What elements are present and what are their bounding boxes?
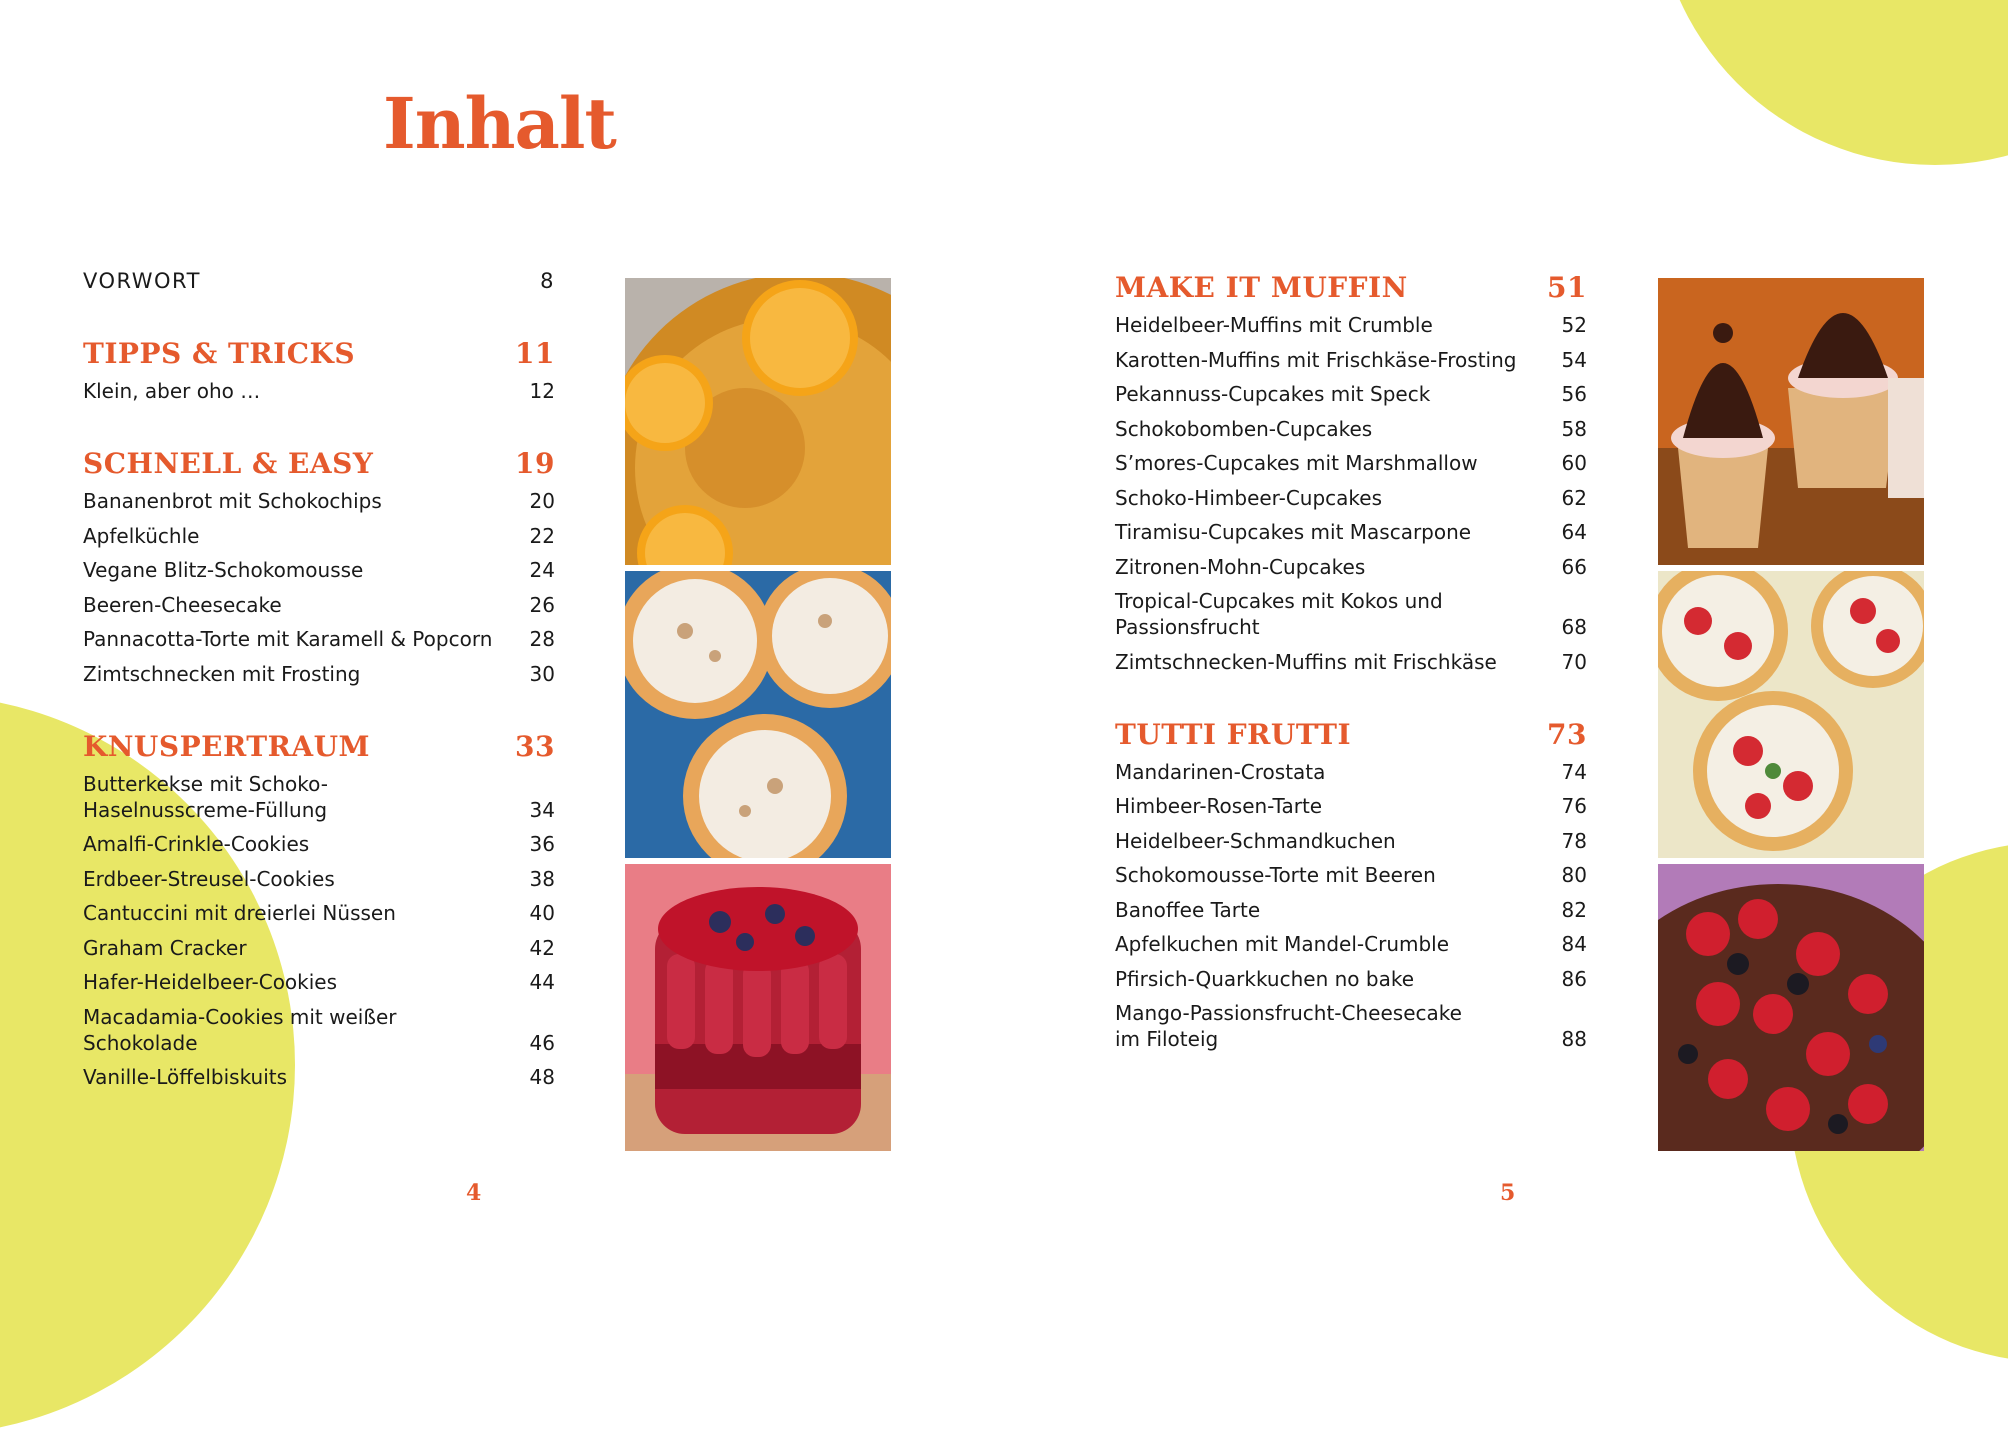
toc-entry-page: 44 bbox=[529, 970, 555, 994]
toc-entry-label: Schoko-Himbeer-Cupcakes bbox=[1115, 485, 1383, 510]
toc-entry-label: Beeren-Cheesecake bbox=[83, 592, 282, 617]
toc-entry-page: 86 bbox=[1561, 966, 1587, 991]
toc-entry[interactable] bbox=[83, 900, 555, 926]
toc-entry-label: Heidelbeer-Schmandkuchen bbox=[1115, 828, 1396, 853]
page-number-left: 4 bbox=[466, 1180, 482, 1206]
toc-entry-label: Graham Cracker bbox=[83, 935, 247, 960]
toc-entry-page: 84 bbox=[1561, 932, 1587, 956]
toc-entry[interactable] bbox=[83, 626, 555, 652]
toc-entry[interactable] bbox=[83, 771, 555, 823]
toc-entry[interactable] bbox=[83, 378, 555, 404]
photo-strawberry-tart bbox=[1658, 864, 1924, 1151]
section-title: MAKE IT MUFFIN bbox=[1115, 271, 1408, 304]
toc-entry-page: 54 bbox=[1561, 347, 1587, 372]
toc-entry[interactable] bbox=[1115, 312, 1587, 338]
toc-entry-page: 8 bbox=[540, 269, 555, 293]
toc-entry-page: 22 bbox=[529, 523, 555, 548]
toc-entry-label: Cantuccini mit dreierlei Nüssen bbox=[83, 901, 396, 925]
toc-entry[interactable] bbox=[1115, 450, 1587, 476]
toc-entry-page: 34 bbox=[529, 797, 555, 822]
toc-entry-page: 80 bbox=[1561, 863, 1587, 887]
toc-entry-label: Apfelkuchen mit Mandel-Crumble bbox=[1115, 932, 1450, 956]
toc-entry-page: 30 bbox=[529, 661, 555, 686]
toc-entry[interactable] bbox=[1115, 862, 1587, 888]
toc-entry-page: 70 bbox=[1561, 649, 1587, 674]
toc-section bbox=[83, 444, 555, 687]
toc-entry[interactable] bbox=[83, 1004, 555, 1056]
toc-entry[interactable] bbox=[1115, 759, 1587, 785]
photo-coconut-cupcakes bbox=[625, 571, 891, 858]
toc-entry-label: Macadamia-Cookies mit weißer Schokolade bbox=[83, 1004, 397, 1055]
toc-entry[interactable] bbox=[1115, 1000, 1587, 1052]
decor-circle-top-right bbox=[1655, 0, 2008, 165]
toc-entry[interactable] bbox=[1115, 793, 1587, 819]
toc-entry-page: 40 bbox=[529, 901, 555, 925]
section-page: 19 bbox=[515, 447, 555, 480]
toc-entry[interactable] bbox=[83, 831, 555, 857]
toc-entry[interactable] bbox=[1115, 519, 1587, 545]
section-title: TUTTI FRUTTI bbox=[1115, 717, 1352, 751]
toc-entry-label: S’mores-Cupcakes mit Marshmallow bbox=[1115, 451, 1478, 475]
toc-entry-page: 48 bbox=[529, 1065, 555, 1089]
toc-entry[interactable] bbox=[1115, 649, 1587, 675]
toc-entry[interactable] bbox=[1115, 966, 1587, 992]
section-heading[interactable] bbox=[83, 444, 555, 484]
toc-entry-label: Pfirsich-Quarkkuchen no bake bbox=[1115, 966, 1415, 991]
section-page: 11 bbox=[515, 337, 555, 370]
toc-entry-page: 62 bbox=[1561, 485, 1587, 510]
toc-entry-label: Banoffee Tarte bbox=[1115, 897, 1261, 922]
section-heading[interactable] bbox=[83, 334, 555, 374]
toc-section bbox=[1115, 268, 1587, 675]
section-title: KNUSPERTRAUM bbox=[83, 729, 370, 763]
section-page: 73 bbox=[1547, 717, 1587, 751]
toc-entry[interactable] bbox=[83, 592, 555, 618]
toc-entry[interactable] bbox=[83, 488, 555, 514]
section-heading[interactable] bbox=[1115, 268, 1587, 308]
toc-entry-label: Karotten-Muffins mit Frischkäse-Frosting bbox=[1115, 347, 1517, 372]
toc-entry[interactable] bbox=[1115, 485, 1587, 511]
photo-chocolate-cupcakes bbox=[1658, 278, 1924, 565]
section-heading[interactable] bbox=[83, 727, 555, 767]
toc-left-column bbox=[83, 268, 555, 1099]
toc-entry[interactable] bbox=[1115, 347, 1587, 373]
toc-entry-label: Mandarinen-Crostata bbox=[1115, 759, 1326, 784]
toc-entry-page: 26 bbox=[529, 592, 555, 617]
toc-entry-label: Himbeer-Rosen-Tarte bbox=[1115, 794, 1323, 818]
toc-entry-page: 28 bbox=[529, 627, 555, 651]
toc-entry-page: 58 bbox=[1561, 416, 1587, 441]
toc-entry-page: 42 bbox=[529, 935, 555, 960]
toc-entry-label: Pekannuss-Cupcakes mit Speck bbox=[1115, 382, 1431, 406]
toc-entry-page: 76 bbox=[1561, 794, 1587, 818]
toc-section bbox=[83, 727, 555, 1091]
toc-entry-label: Hafer-Heidelbeer-Cookies bbox=[83, 970, 338, 994]
toc-entry-label: Vanille-Löffelbiskuits bbox=[83, 1065, 288, 1089]
toc-entry-label: Pannacotta-Torte mit Karamell & Popcorn bbox=[83, 627, 493, 651]
toc-entry-page: 88 bbox=[1561, 1027, 1587, 1051]
toc-entry[interactable] bbox=[1115, 828, 1587, 854]
toc-entry-label: VORWORT bbox=[83, 269, 201, 293]
toc-entry-label: Heidelbeer-Muffins mit Crumble bbox=[1115, 313, 1433, 337]
toc-entry[interactable] bbox=[83, 523, 555, 549]
toc-entry-label: Vegane Blitz-Schokomousse bbox=[83, 558, 364, 582]
page-number-right: 5 bbox=[1500, 1180, 1516, 1206]
toc-entry[interactable] bbox=[1115, 416, 1587, 442]
toc-entry-page: 12 bbox=[529, 379, 555, 403]
toc-entry-page: 56 bbox=[1561, 382, 1587, 406]
section-page: 51 bbox=[1547, 271, 1587, 304]
toc-entry-label: Klein, aber oho … bbox=[83, 379, 261, 403]
toc-right-column bbox=[1115, 268, 1587, 1061]
toc-entry-page: 24 bbox=[529, 558, 555, 582]
toc-section bbox=[83, 334, 555, 404]
section-title: SCHNELL & EASY bbox=[83, 447, 374, 480]
toc-entry-label: Tropical-Cupcakes mit Kokos und Passionsfrucht bbox=[1115, 589, 1443, 639]
section-title: TIPPS & TRICKS bbox=[83, 337, 356, 370]
section-page: 33 bbox=[515, 729, 555, 763]
toc-entry-preface[interactable] bbox=[83, 268, 555, 294]
toc-entry-label: Schokomousse-Torte mit Beeren bbox=[1115, 863, 1436, 887]
photo-strawberry-tartlets bbox=[1658, 571, 1924, 858]
toc-entry[interactable] bbox=[83, 935, 555, 961]
toc-entry-label: Zimtschnecken-Muffins mit Frischkäse bbox=[1115, 649, 1497, 674]
toc-entry-page: 64 bbox=[1561, 520, 1587, 544]
toc-entry-label: Butterkekse mit Schoko- Haselnusscreme-Füllung bbox=[83, 771, 328, 822]
toc-entry[interactable] bbox=[1115, 897, 1587, 923]
toc-entry[interactable] bbox=[83, 661, 555, 687]
toc-entry-label: Erdbeer-Streusel-Cookies bbox=[83, 866, 335, 891]
section-heading[interactable] bbox=[1115, 715, 1587, 755]
toc-entry-page: 78 bbox=[1561, 828, 1587, 853]
toc-entry-label: Mango-Passionsfrucht-Cheesecake im Filoteig bbox=[1115, 1001, 1462, 1051]
toc-entry[interactable] bbox=[83, 969, 555, 995]
toc-entry[interactable] bbox=[83, 866, 555, 892]
photo-orange-cheesecake bbox=[625, 278, 891, 565]
toc-entry[interactable] bbox=[1115, 931, 1587, 957]
toc-entry-page: 36 bbox=[529, 832, 555, 856]
toc-entry-label: Amalfi-Crinkle-Cookies bbox=[83, 832, 310, 856]
toc-entry-page: 74 bbox=[1561, 759, 1587, 784]
toc-section bbox=[1115, 715, 1587, 1053]
toc-entry-page: 20 bbox=[529, 489, 555, 513]
toc-entry-page: 60 bbox=[1561, 451, 1587, 475]
toc-entry-label: Bananenbrot mit Schokochips bbox=[83, 489, 382, 513]
toc-entry-label: Apfelküchle bbox=[83, 523, 200, 548]
toc-entry-label: Schokobomben-Cupcakes bbox=[1115, 416, 1373, 441]
toc-entry-page: 66 bbox=[1561, 554, 1587, 579]
toc-entry-page: 52 bbox=[1561, 313, 1587, 337]
toc-entry-label: Zimtschnecken mit Frosting bbox=[83, 661, 361, 686]
toc-entry-label: Zitronen-Mohn-Cupcakes bbox=[1115, 554, 1366, 579]
toc-entry-page: 38 bbox=[529, 866, 555, 891]
toc-entry[interactable] bbox=[1115, 554, 1587, 580]
toc-entry-page: 82 bbox=[1561, 897, 1587, 922]
toc-entry-page: 68 bbox=[1561, 615, 1587, 639]
toc-entry[interactable] bbox=[1115, 588, 1587, 640]
toc-entry-page: 46 bbox=[529, 1030, 555, 1055]
toc-entry[interactable] bbox=[1115, 381, 1587, 407]
page-title: Inhalt bbox=[383, 82, 616, 165]
toc-entry[interactable] bbox=[83, 1064, 555, 1090]
photo-berry-charlotte bbox=[625, 864, 891, 1151]
toc-entry[interactable] bbox=[83, 557, 555, 583]
toc-entry-label: Tiramisu-Cupcakes mit Mascarpone bbox=[1115, 520, 1472, 544]
